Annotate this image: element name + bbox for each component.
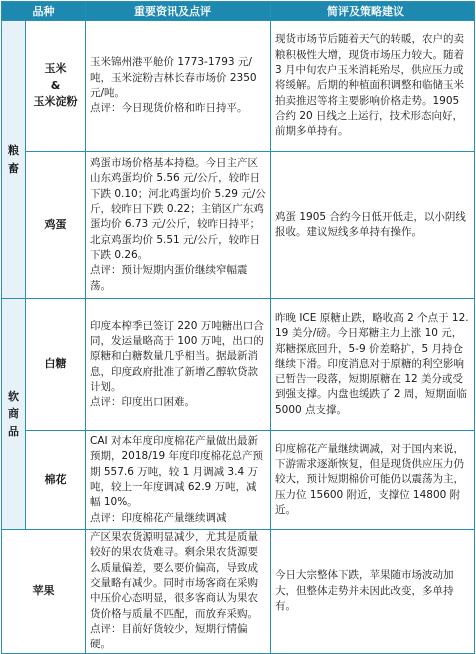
product-egg-label: 鸡蛋 xyxy=(44,217,67,231)
sector-grain xyxy=(2,21,26,299)
table-row-sugar xyxy=(2,299,475,431)
product-corn-line3: 玉米淀粉 xyxy=(33,95,78,109)
product-egg xyxy=(26,152,86,299)
advice-cotton: 印度棉花产量继续调减，对于国内来说，下游需求逐渐恢复，但是现货供应压力仍较大，预计短期棉价可能仍以震荡为主，压力位 15600 附近，支撑位 14800 附近。 xyxy=(271,431,475,530)
table-row-corn xyxy=(2,21,475,152)
advice-sugar: 昨晚 ICE 原糖止跌，略收高 2 个点于 12.19 美分/磅。今日郑糖主力上涨 10 元，郑糖探底回升，5-9 价差略扩，5 月持仓继续下滑。印度消息对于原糖的利空影响已暂告一段落，短期原糖在 12 美分或受到强支撑。内盘也缓跌了 2 周，短期面临 5000 点支撑。 xyxy=(271,299,475,431)
product-corn xyxy=(26,21,86,152)
news-corn xyxy=(86,21,271,152)
header-product: 品种 xyxy=(2,2,86,21)
news-apple-comment: 点评：目前好货较少，短期行情偏硬。 xyxy=(90,622,248,651)
news-egg xyxy=(86,152,271,299)
news-sugar-comment: 点评：印度出口困难。 xyxy=(90,396,195,409)
product-cotton xyxy=(26,431,86,530)
news-apple-body: 产区果农货源明显减少，尤其是质量较好的果农货难寻。剩余果农货源要么质量偏差，要么要价偏高，导致成交量略有减少。同时市场客商在采购中压价心态明显，很多客商认为果农货价格与质量不匹配，而放弃采购。 xyxy=(90,531,258,620)
advice-apple: 今日大宗整体下跌，苹果随市场波动加大，但整体走势并未因此改变，多单持有。 xyxy=(271,530,475,654)
table-row-apple xyxy=(2,530,475,654)
header-advice: 简评及策略建议 xyxy=(271,2,475,21)
news-corn-comment: 点评：今日现货价格和昨日持平。 xyxy=(90,102,248,115)
advice-corn: 现货市场节后随着天气的转暖，农户的卖粮积极性大增，现货市场压力较大。随着 3 月中旬农户玉米消耗殆尽，供应压力或将缓解。后期的种植面积调整和临储玉米拍卖推迟等将主要影响价格走势。1905 合约 20 日线之上运行，技术形态向好，前期多单持有。 xyxy=(271,21,475,152)
news-cotton-comment: 点评：印度棉花产量继续调减 xyxy=(90,511,227,524)
news-cotton-body: CAI 对本年度印度棉花产量做出最新预期，2018/19 年度印度棉花总产预期 557.6 万吨，较 1 月调减 3.4 万吨，较上一年度调减 62.9 万吨，减幅 10%。 xyxy=(90,435,263,509)
sector-soft-label: 软 商 品 xyxy=(8,389,19,438)
news-corn-body: 玉米锦州港平舱价 1773-1793 元/吨，玉米淀粉吉林长春市场价 2350 元/吨。 xyxy=(90,56,257,99)
news-cotton xyxy=(86,431,271,530)
header-news: 重要资讯及点评 xyxy=(86,2,271,21)
sector-grain-label: 粮 畜 xyxy=(8,143,19,175)
product-sugar-label: 白糖 xyxy=(44,357,67,371)
news-egg-body: 鸡蛋市场价格基本持稳。今日主产区山东鸡蛋均价 5.56 元/公斤，较昨日下跌 0.10；河北鸡蛋均价 5.29 元/公斤，较昨日下跌 0.22；主销区广东鸡蛋均价 6.73 元/公斤，较昨日持平；北京鸡蛋均价 5.51 元/公斤，较昨日下跌 0.26。 xyxy=(90,157,266,261)
table-row-cotton xyxy=(2,431,475,530)
product-corn-line1: 玉米 xyxy=(44,62,67,76)
table-header-row xyxy=(2,2,475,21)
futures-commentary-table xyxy=(1,1,475,654)
table-row-egg xyxy=(2,152,475,299)
product-sugar xyxy=(26,299,86,431)
news-egg-comment: 点评：预计短期内蛋价继续窄幅震荡。 xyxy=(90,264,248,292)
product-apple xyxy=(2,530,86,654)
product-corn-line2: & xyxy=(50,78,61,92)
product-cotton-label: 棉花 xyxy=(44,472,67,486)
advice-egg: 鸡蛋 1905 合约今日低开低走，以小阴线报收。建议短线多单持有操作。 xyxy=(271,152,475,299)
news-sugar-body: 印度本榨季已签订 220 万吨糖出口合同，发运量略高于 100 万吨，出口的原糖和白糖数量几乎相当。据最新消息，印度政府批准了新增乙醇软贷款计划。 xyxy=(90,319,264,393)
product-apple-label: 苹果 xyxy=(32,584,55,598)
news-apple xyxy=(86,530,271,654)
news-sugar xyxy=(86,299,271,431)
sector-soft xyxy=(2,299,26,530)
